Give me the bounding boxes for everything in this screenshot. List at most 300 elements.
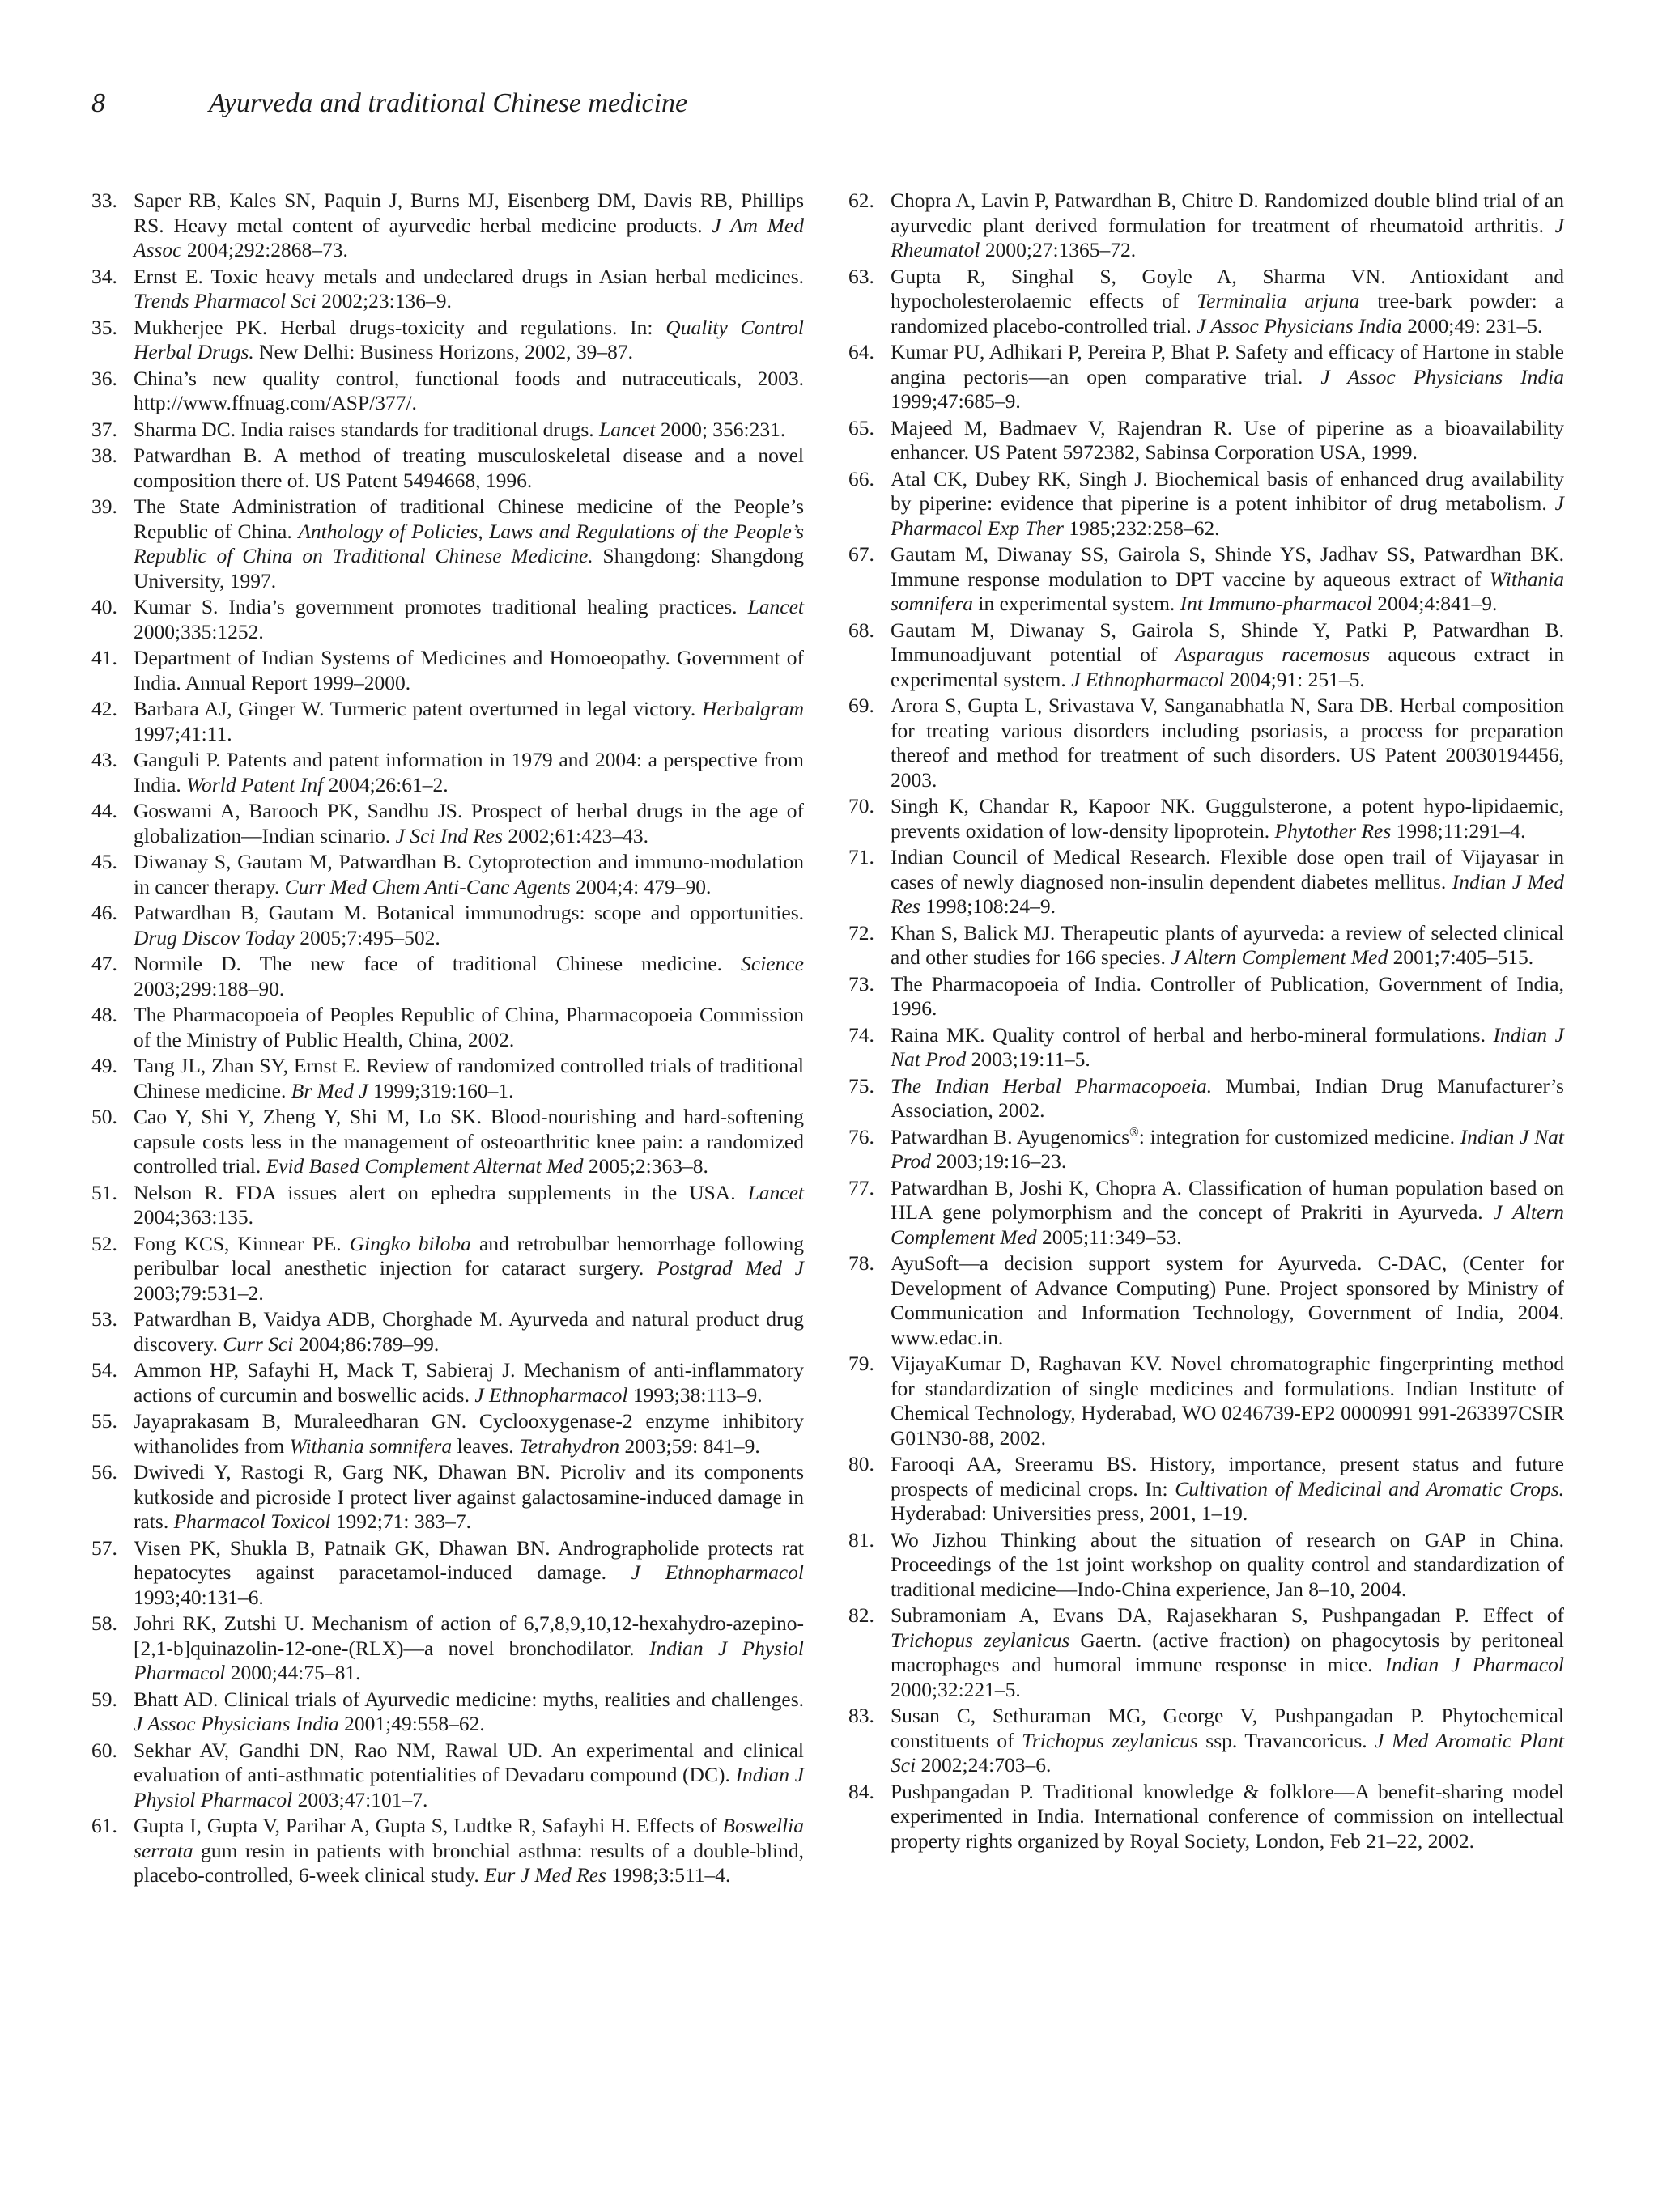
reference-italic-text: Drug Discov Today	[134, 925, 295, 949]
reference-text-segment: Ganguli P. Patents and patent information in 1979 and 2004: a perspective from India.	[134, 748, 804, 796]
reference-entry	[91, 1739, 804, 1813]
reference-italic-text: J Altern Complement Med	[891, 1200, 1564, 1249]
reference-number: 69.	[848, 694, 874, 717]
reference-entry	[848, 972, 1564, 1021]
reference-text	[134, 799, 804, 848]
reference-text	[891, 1603, 1564, 1702]
reference-number: 66.	[848, 466, 874, 490]
reference-text	[891, 1780, 1564, 1854]
reference-text	[134, 444, 804, 493]
reference-italic-text: Asparagus racemosus	[1175, 643, 1371, 666]
reference-text-segment: Visen PK, Shukla B, Patnaik GK, Dhawan BN. Andrographolide protects rat hepatocytes against paracetamol-induced damage.	[134, 1535, 804, 1584]
reference-text-segment: Sharma DC. India raises standards for traditional drugs.	[134, 417, 600, 441]
reference-text-segment: Cao Y, Shi Y, Zheng Y, Shi M, Lo SK. Blood-nourishing and hard-softening capsule costs less in the management of osteoarthritic knee pain: a randomized controlled trial.	[134, 1105, 804, 1178]
reference-text-segment: 2002;61:423–43.	[503, 823, 648, 847]
reference-entry	[91, 367, 804, 416]
reference-italic-text: Indian J Nat Prod	[891, 1124, 1564, 1173]
reference-text-segment: Patwardhan B. Ayugenomics	[891, 1124, 1130, 1148]
reference-italic-text: J Assoc Physicians India	[1320, 364, 1565, 388]
reference-number: 83.	[848, 1704, 874, 1727]
reference-italic-text: Science	[741, 952, 804, 975]
reference-text	[891, 1125, 1564, 1174]
reference-number: 79.	[848, 1352, 874, 1375]
reference-text-segment: Indian Council of Medical Research. Flexible dose open trail of Vijayasar in cases of newly diagnosed non-insulin dependent diabetes mellitus.	[891, 845, 1564, 894]
reference-text-segment: Kumar PU, Adhikari P, Pereira P, Bhat P. Safety and efficacy of Hartone in stable angina pectoris—an open comparative trial.	[891, 340, 1564, 388]
reference-text-segment: leaves.	[452, 1433, 519, 1458]
reference-text-segment: Jayaprakasam B, Muraleedharan GN. Cyclooxygenase-2 enzyme inhibitory withanolides from	[134, 1409, 804, 1458]
reference-text	[891, 1704, 1564, 1778]
reference-text-segment: 2004;363:135.	[134, 1205, 254, 1229]
reference-italic-text: Quality Control Herbal Drugs.	[134, 315, 804, 363]
reference-text-segment: Farooqi AA, Sreeramu BS. History, importance, present status and future prospects of medicinal crops. In:	[891, 1452, 1564, 1501]
reference-text-segment: 2004;4:841–9.	[1371, 592, 1498, 615]
reference-italic-text: Tetrahydron	[518, 1433, 620, 1458]
reference-text-segment: 1997;41:11.	[134, 721, 232, 745]
reference-text-segment: 1993;38:113–9.	[627, 1382, 763, 1407]
reference-number: 48.	[91, 1003, 117, 1026]
reference-number: 36.	[91, 366, 117, 390]
reference-italic-text: Lancet	[599, 417, 656, 441]
reference-text	[134, 265, 804, 314]
reference-entry	[848, 1023, 1564, 1072]
reference-number: 64.	[848, 340, 874, 363]
reference-entry	[91, 1003, 804, 1052]
reference-entry	[848, 1603, 1564, 1702]
reference-text-segment: Kumar S. India’s government promotes traditional healing practices.	[134, 595, 748, 618]
reference-text	[891, 794, 1564, 843]
reference-italic-text: J Assoc Physicians India	[134, 1712, 339, 1735]
reference-entry	[91, 697, 804, 746]
reference-number: 50.	[91, 1105, 117, 1128]
reference-number: 45.	[91, 850, 117, 873]
reference-italic-text: Lancet	[747, 1180, 804, 1204]
reference-number: 72.	[848, 920, 874, 945]
reference-text	[134, 1232, 804, 1306]
reference-italic-text: Trichopus zeylanicus	[891, 1628, 1070, 1652]
reference-number: 59.	[91, 1687, 117, 1711]
reference-text-segment: Mukherjee PK. Herbal drugs-toxicity and regulations. In:	[134, 315, 666, 339]
reference-text-segment: 2000; 356:231.	[655, 417, 786, 441]
reference-italic-text: Int Immuno-pharmacol	[1180, 592, 1372, 615]
reference-italic-text: Lancet	[747, 595, 804, 618]
reference-text-segment: 2003;59: 841–9.	[619, 1433, 760, 1458]
reference-text-segment: Fong KCS, Kinnear PE.	[134, 1231, 350, 1255]
reference-text	[134, 189, 804, 263]
reference-text	[134, 1739, 804, 1813]
references-left-column	[91, 189, 804, 1890]
reference-text	[134, 1054, 804, 1103]
reference-number: 68.	[848, 618, 874, 642]
reference-number: 41.	[91, 646, 117, 669]
reference-text-segment: Ernst E. Toxic heavy metals and undeclared drugs in Asian herbal medicines.	[134, 264, 804, 288]
reference-number: 60.	[91, 1738, 117, 1762]
reference-number: 44.	[91, 799, 117, 822]
reference-entry	[848, 921, 1564, 970]
reference-number: 52.	[91, 1231, 117, 1255]
reference-number: 78.	[848, 1251, 874, 1275]
reference-entry	[848, 1704, 1564, 1778]
reference-text	[134, 595, 804, 644]
reference-text-segment: Khan S, Balick MJ. Therapeutic plants of ayurveda: a review of selected clinical and other studies for 166 species.	[891, 920, 1564, 969]
reference-number: 39.	[91, 495, 117, 518]
reference-italic-text: J Ethnopharmacol	[631, 1560, 804, 1584]
reference-text	[891, 1176, 1564, 1250]
reference-italic-text: Withania somnifera	[289, 1433, 453, 1458]
reference-text-segment: ®	[1129, 1125, 1139, 1139]
reference-text-segment: VijayaKumar D, Raghavan KV. Novel chromatographic fingerprinting method for standardization of single medicines and formulations. Indian Institute of Chemical Technology, Hyderabad, WO 0246739-EP2 0000991 991-263397CSIR G01N30-88, 2002.	[891, 1352, 1564, 1450]
reference-text-segment: Susan C, Sethuraman MG, George V, Pushpangadan P. Phytochemical constituents of	[891, 1704, 1564, 1752]
reference-number: 47.	[91, 952, 117, 975]
reference-italic-text: J Am Med Assoc	[134, 213, 804, 261]
reference-number: 35.	[91, 315, 117, 339]
reference-entry	[848, 1176, 1564, 1250]
reference-entry	[848, 1251, 1564, 1350]
reference-text	[134, 850, 804, 899]
reference-text	[134, 1358, 804, 1407]
reference-text-segment: gum resin in patients with bronchial asthma: results of a double-blind, placebo-controlled, 6-week clinical study.	[134, 1838, 804, 1887]
reference-text-segment: 2002;23:136–9.	[316, 289, 452, 312]
reference-text	[134, 1003, 804, 1052]
reference-entry	[91, 495, 804, 593]
reference-text-segment: 2004;86:789–99.	[293, 1331, 440, 1356]
reference-text	[134, 697, 804, 746]
reference-italic-text: Indian J Physiol Pharmacol	[134, 1763, 804, 1811]
reference-italic-text: J Assoc Physicians India	[1197, 313, 1402, 338]
reference-italic-text: J Med Aromatic Plant Sci	[891, 1728, 1564, 1777]
reference-italic-text: Boswellia serrata	[134, 1814, 804, 1862]
reference-text-segment: Saper RB, Kales SN, Paquin J, Burns MJ, Eisenberg DM, Davis RB, Phillips RS. Heavy metal content of ayurvedic herbal medicine products.	[134, 189, 804, 237]
reference-italic-text: Cultivation of Medicinal and Aromatic Crops.	[1175, 1476, 1564, 1501]
reference-number: 65.	[848, 415, 874, 439]
reference-italic-text: J Pharmacol Exp Ther	[891, 491, 1564, 540]
reference-text-segment: 2000;32:221–5.	[891, 1677, 1021, 1701]
reference-text-segment: Goswami A, Barooch PK, Sandhu JS. Prospect of herbal drugs in the age of globalization—Indian scinario.	[134, 799, 804, 847]
reference-text-segment: Johri RK, Zutshi U. Mechanism of action of 6,7,8,9,10,12-hexahydro-azepino-[2,1-b]quinazolin-12-one-(RLX)—a novel bronchodilator.	[134, 1611, 804, 1660]
reference-entry	[848, 845, 1564, 919]
reference-number: 33.	[91, 189, 117, 212]
reference-entry	[91, 1611, 804, 1686]
reference-entry	[848, 1125, 1564, 1174]
reference-text-segment: Majeed M, Badmaev V, Rajendran R. Use of piperine as a bioavailability enhancer. US Patent 5972382, Sabinsa Corporation USA, 1999.	[891, 415, 1564, 464]
reference-number: 75.	[848, 1073, 874, 1098]
reference-text-segment: Chopra A, Lavin P, Patwardhan B, Chitre D. Randomized double blind trial of an ayurvedic plant derived formulation for treatment of rheumatoid arthritis.	[891, 189, 1564, 237]
reference-text-segment: Bhatt AD. Clinical trials of Ayurvedic medicine: myths, realities and challenges.	[134, 1687, 804, 1711]
reference-entry	[91, 1460, 804, 1535]
reference-number: 80.	[848, 1452, 874, 1475]
reference-text-segment: 2000;27:1365–72.	[980, 238, 1137, 261]
reference-number: 34.	[91, 264, 117, 288]
reference-text	[891, 618, 1564, 693]
reference-text	[134, 1181, 804, 1230]
reference-entry	[91, 1536, 804, 1611]
reference-text	[134, 367, 804, 416]
reference-text-segment: Gupta I, Gupta V, Parihar A, Gupta S, Ludtke R, Safayhi H. Effects of	[134, 1814, 723, 1837]
reference-italic-text: Phytother Res	[1274, 818, 1392, 843]
reference-italic-text: Trichopus zeylanicus	[1022, 1728, 1198, 1752]
reference-text	[891, 1528, 1564, 1603]
reference-text-segment: Gautam M, Diwanay SS, Gairola S, Shinde YS, Jadhav SS, Patwardhan BK. Immune response modulation to DPT vaccine by aqueous extract of	[891, 542, 1564, 591]
reference-italic-text: Withania somnifera	[891, 567, 1564, 615]
reference-italic-text: Terminalia arjuna	[1197, 289, 1360, 312]
reference-text-segment: Pushpangadan P. Traditional knowledge & folklore—A benefit-sharing model experimented in India. International conference of commission on intellectual property rights organized by Royal Society, London, Feb 21–22, 2002.	[891, 1779, 1564, 1853]
reference-number: 53.	[91, 1307, 117, 1331]
reference-text-segment: Diwanay S, Gautam M, Patwardhan B. Cytoprotection and immuno-modulation in cancer therapy.	[134, 850, 804, 898]
reference-italic-text: Indian J Pharmacol	[1384, 1653, 1564, 1676]
reference-number: 51.	[91, 1180, 117, 1204]
reference-text-segment: 2003;19:16–23.	[931, 1149, 1067, 1173]
reference-entry	[848, 265, 1564, 339]
reference-text	[134, 1814, 804, 1888]
reference-entry	[91, 850, 804, 899]
reference-entry	[91, 799, 804, 848]
reference-text-segment: 2004;26:61–2.	[323, 772, 449, 796]
reference-italic-text: Trends Pharmacol Sci	[134, 289, 317, 312]
reference-text	[891, 1251, 1564, 1350]
reference-text-segment: 1998;108:24–9.	[920, 894, 1056, 918]
reference-text-segment: 2000;49: 231–5.	[1401, 313, 1543, 338]
reference-entry	[91, 1181, 804, 1230]
reference-text-segment: 1985;232:258–62.	[1063, 516, 1220, 540]
reference-text	[134, 1105, 804, 1179]
reference-text-segment: 2005;11:349–53.	[1036, 1225, 1182, 1249]
reference-entry	[91, 595, 804, 644]
reference-entry	[848, 467, 1564, 541]
reference-italic-text: World Patent Inf	[186, 772, 324, 796]
reference-entry	[91, 265, 804, 314]
reference-number: 74.	[848, 1022, 874, 1047]
reference-text-segment: The Pharmacopoeia of Peoples Republic of China, Pharmacopoeia Commission of the Ministry of Public Health, China, 2002.	[134, 1003, 804, 1051]
reference-text	[891, 1452, 1564, 1526]
reference-text-segment: 2003;299:188–90.	[134, 976, 285, 1000]
running-header	[91, 87, 687, 120]
reference-number: 63.	[848, 264, 874, 288]
reference-text-segment: Hyderabad: Universities press, 2001, 1–19.	[891, 1501, 1248, 1525]
reference-text	[134, 1688, 804, 1737]
reference-text-segment: Patwardhan B, Joshi K, Chopra A. Classification of human population based on HLA gene polymorphism and the concept of Prakriti in Ayurveda.	[891, 1175, 1564, 1224]
reference-entry	[848, 340, 1564, 414]
reference-text	[134, 1409, 804, 1458]
reference-text	[891, 694, 1564, 792]
reference-text-segment: : integration for customized medicine.	[1138, 1124, 1460, 1148]
reference-italic-text: Evid Based Complement Alternat Med	[266, 1154, 584, 1178]
reference-text-segment: Arora S, Gupta L, Srivastava V, Sanganabhatla N, Sara DB. Herbal composition for treating various disorders including psoriasis, a process for preparation thereof and method for treatment of such disorders. US Patent 20030194456, 2003.	[891, 694, 1564, 792]
reference-number: 54.	[91, 1358, 117, 1382]
reference-entry	[848, 1352, 1564, 1450]
reference-number: 42.	[91, 697, 117, 720]
reference-text	[891, 972, 1564, 1021]
reference-text-segment: ssp. Travancoricus.	[1197, 1728, 1375, 1752]
reference-entry	[848, 618, 1564, 693]
reference-entry	[91, 189, 804, 263]
reference-number: 55.	[91, 1409, 117, 1433]
reference-number: 43.	[91, 748, 117, 771]
running-title: Ayurveda and traditional Chinese medicine	[209, 88, 688, 118]
reference-text	[134, 901, 804, 950]
reference-entry	[91, 1409, 804, 1458]
reference-entry	[91, 1688, 804, 1737]
reference-text-segment: 2001;7:405–515.	[1388, 945, 1534, 969]
reference-italic-text: Indian J Nat Prod	[891, 1022, 1564, 1071]
reference-text	[891, 542, 1564, 617]
reference-text	[891, 845, 1564, 919]
reference-text	[134, 495, 804, 593]
reference-text	[134, 646, 804, 695]
reference-text-segment: China’s new quality control, functional foods and nutraceuticals, 2003. http://www.ffnuag.com/ASP/377/.	[134, 366, 804, 414]
reference-text-segment: 1998;11:291–4.	[1391, 818, 1526, 843]
reference-text	[891, 416, 1564, 465]
reference-text	[134, 418, 804, 443]
reference-text-segment: in experimental system.	[973, 592, 1180, 615]
reference-text-segment: Gautam M, Diwanay S, Gairola S, Shinde Y, Patki P, Patwardhan B. Immunoadjuvant potential of	[891, 618, 1564, 666]
reference-text-segment: Normile D. The new face of traditional Chinese medicine.	[134, 952, 742, 975]
reference-entry	[91, 1814, 804, 1888]
reference-text-segment: 1999;47:685–9.	[891, 389, 1021, 413]
reference-text-segment: The State Administration of traditional Chinese medicine of the People’s Republic of China.	[134, 495, 804, 543]
reference-number: 84.	[848, 1779, 874, 1803]
reference-number: 38.	[91, 444, 117, 467]
reference-text-segment: 2001;49:558–62.	[338, 1712, 485, 1735]
reference-text	[134, 1460, 804, 1535]
reference-italic-text: Herbalgram	[701, 697, 804, 720]
reference-text-segment: New Delhi: Business Horizons, 2002, 39–87.	[253, 340, 633, 363]
reference-text	[891, 340, 1564, 414]
page-number: 8	[91, 88, 105, 118]
reference-entry	[91, 1232, 804, 1306]
reference-text-segment: Wo Jizhou Thinking about the situation of research on GAP in China. Proceedings of the 1st joint workshop on quality control and standardization of traditional medicine—Indo-China experience, Jan 8–10, 2004.	[891, 1527, 1564, 1601]
reference-text-segment: Shangdong: Shangdong University, 1997.	[134, 544, 804, 592]
reference-text-segment: AyuSoft—a decision support system for Ayurveda. C-DAC, (Center for Development of Advance Computing) Pune. Project sponsored by Ministry of Communication and Information Technology, Government of India, 2004. www.edac.in.	[891, 1251, 1564, 1349]
reference-text-segment: aqueous extract in experimental system.	[891, 643, 1564, 691]
reference-entry	[91, 1054, 804, 1103]
reference-text	[891, 1352, 1564, 1450]
reference-entry	[91, 1105, 804, 1179]
reference-number: 58.	[91, 1611, 117, 1635]
reference-text-segment: 1993;40:131–6.	[134, 1585, 264, 1609]
reference-italic-text: Postgrad Med J	[657, 1256, 804, 1280]
reference-text-segment: Dwivedi Y, Rastogi R, Garg NK, Dhawan BN. Picroliv and its components kutkoside and picroside I protect liver against galactosamine-induced damage in rats.	[134, 1460, 804, 1533]
reference-text-segment: Subramoniam A, Evans DA, Rajasekharan S, Pushpangadan P. Effect of	[891, 1603, 1564, 1627]
reference-text-segment: Tang JL, Zhan SY, Ernst E. Review of randomized controlled trials of traditional Chinese medicine.	[134, 1054, 804, 1102]
reference-text-segment: 2003;47:101–7.	[292, 1787, 428, 1811]
reference-number: 57.	[91, 1535, 117, 1560]
reference-number: 73.	[848, 971, 874, 996]
reference-number: 49.	[91, 1054, 117, 1077]
reference-text-segment: Patwardhan B, Vaidya ADB, Chorghade M. Ayurveda and natural product drug discovery.	[134, 1307, 804, 1356]
reference-number: 67.	[848, 542, 874, 566]
reference-entry	[91, 1307, 804, 1356]
reference-text	[891, 189, 1564, 263]
reference-entry	[848, 1452, 1564, 1526]
reference-text-segment: Barbara AJ, Ginger W. Turmeric patent overturned in legal victory.	[134, 697, 702, 720]
reference-text	[134, 1611, 804, 1686]
reference-text-segment: Singh K, Chandar R, Kapoor NK. Guggulsterone, a potent hypo-lipidaemic, prevents oxidation of low-density lipoprotein.	[891, 794, 1564, 843]
reference-text-segment: 2005;2:363–8.	[583, 1154, 708, 1178]
reference-number: 77.	[848, 1175, 874, 1199]
reference-number: 82.	[848, 1603, 874, 1627]
reference-text	[134, 316, 804, 365]
reference-text-segment: Mumbai, Indian Drug Manufacturer’s Association, 2002.	[891, 1073, 1564, 1122]
reference-text-segment: Raina MK. Quality control of herbal and herbo-mineral formulations.	[891, 1022, 1494, 1047]
reference-entry	[848, 1074, 1564, 1123]
reference-text	[891, 467, 1564, 541]
reference-text-segment: 2004;292:2868–73.	[181, 238, 348, 261]
reference-text	[134, 952, 804, 1001]
reference-text-segment: Gupta R, Singhal S, Goyle A, Sharma VN. Antioxidant and hypocholesterolaemic effects of	[891, 264, 1564, 312]
reference-italic-text: Br Med J	[291, 1078, 368, 1102]
reference-entry	[91, 748, 804, 797]
reference-entry	[91, 418, 804, 443]
reference-entry	[91, 316, 804, 365]
reference-text-segment: 1992;71: 383–7.	[330, 1509, 471, 1533]
reference-number: 62.	[848, 189, 874, 212]
reference-entry	[848, 1528, 1564, 1603]
reference-italic-text: Indian J Med Res	[891, 869, 1564, 918]
reference-italic-text: Pharmacol Toxicol	[173, 1509, 331, 1533]
reference-number: 46.	[91, 901, 117, 924]
reference-number: 70.	[848, 794, 874, 817]
reference-text-segment: 1998;3:511–4.	[606, 1863, 731, 1887]
reference-entry	[91, 646, 804, 695]
references-right-column	[848, 189, 1564, 1855]
reference-text-segment: Gaertn. (active fraction) on phagocytosis by peritoneal macrophages and humoral immune response in mice.	[891, 1628, 1564, 1676]
reference-number: 37.	[91, 417, 117, 441]
reference-italic-text: Eur J Med Res	[484, 1863, 606, 1887]
reference-italic-text: J Ethnopharmacol	[474, 1382, 628, 1407]
reference-entry	[91, 901, 804, 950]
reference-entry	[848, 189, 1564, 263]
reference-text	[134, 748, 804, 797]
reference-text-segment: 2005;7:495–502.	[294, 925, 440, 949]
reference-entry	[848, 1780, 1564, 1854]
reference-text-segment: Nelson R. FDA issues alert on ephedra supplements in the USA.	[134, 1180, 748, 1204]
reference-italic-text: The Indian Herbal Pharmacopoeia.	[891, 1073, 1213, 1098]
reference-number: 71.	[848, 845, 874, 868]
reference-text	[134, 1536, 804, 1611]
reference-text-segment: 2004;4: 479–90.	[570, 874, 712, 898]
reference-entry	[848, 542, 1564, 617]
reference-number: 81.	[848, 1527, 874, 1552]
reference-text-segment: 1999;319:160–1.	[368, 1078, 514, 1102]
reference-italic-text: Anthology of Policies, Laws and Regulations of the People’s Republic of China on Traditional Chinese Medicine.	[134, 519, 805, 567]
reference-text-segment: 2000;335:1252.	[134, 619, 264, 643]
reference-italic-text: J Rheumatol	[891, 213, 1564, 261]
reference-text-segment: Patwardhan B, Gautam M. Botanical immunodrugs: scope and opportunities.	[134, 901, 804, 924]
reference-text-segment: 2000;44:75–81.	[225, 1661, 361, 1684]
reference-italic-text: Curr Med Chem Anti-Canc Agents	[284, 874, 571, 898]
reference-number: 76.	[848, 1124, 874, 1148]
reference-text	[891, 1023, 1564, 1072]
reference-text-segment: The Pharmacopoeia of India. Controller of Publication, Government of India, 1996.	[891, 971, 1564, 1020]
reference-text-segment: Atal CK, Dubey RK, Singh J. Biochemical basis of enhanced drug availability by piperine: evidence that piperine is a potent inhibitor of drug metabolism.	[891, 466, 1564, 515]
reference-text-segment: and retrobulbar hemorrhage following peribulbar local anesthetic injection for cataract surgery.	[134, 1231, 804, 1280]
reference-text-segment: Patwardhan B. A method of treating musculoskeletal disease and a novel composition there of. US Patent 5494668, 1996.	[134, 444, 804, 492]
reference-text	[891, 1074, 1564, 1123]
reference-italic-text: J Ethnopharmacol	[1071, 667, 1225, 691]
reference-text-segment: 2004;91: 251–5.	[1224, 667, 1365, 691]
reference-text-segment: 2003;19:11–5.	[966, 1047, 1090, 1071]
reference-text-segment: 2002;24:703–6.	[916, 1753, 1052, 1777]
reference-text-segment: Department of Indian Systems of Medicines and Homoeopathy. Government of India. Annual Report 1999–2000.	[134, 646, 804, 694]
reference-italic-text: Curr Sci	[223, 1331, 294, 1356]
reference-text-segment: Sekhar AV, Gandhi DN, Rao NM, Rawal UD. An experimental and clinical evaluation of anti-asthmatic potentialities of Devadaru compound (DC).	[134, 1738, 804, 1786]
reference-italic-text: Gingko biloba	[349, 1231, 471, 1255]
reference-entry	[848, 416, 1564, 465]
reference-number: 40.	[91, 595, 117, 618]
reference-entry	[91, 952, 804, 1001]
reference-entry	[91, 1358, 804, 1407]
reference-number: 56.	[91, 1460, 117, 1484]
reference-italic-text: J Sci Ind Res	[395, 823, 504, 847]
